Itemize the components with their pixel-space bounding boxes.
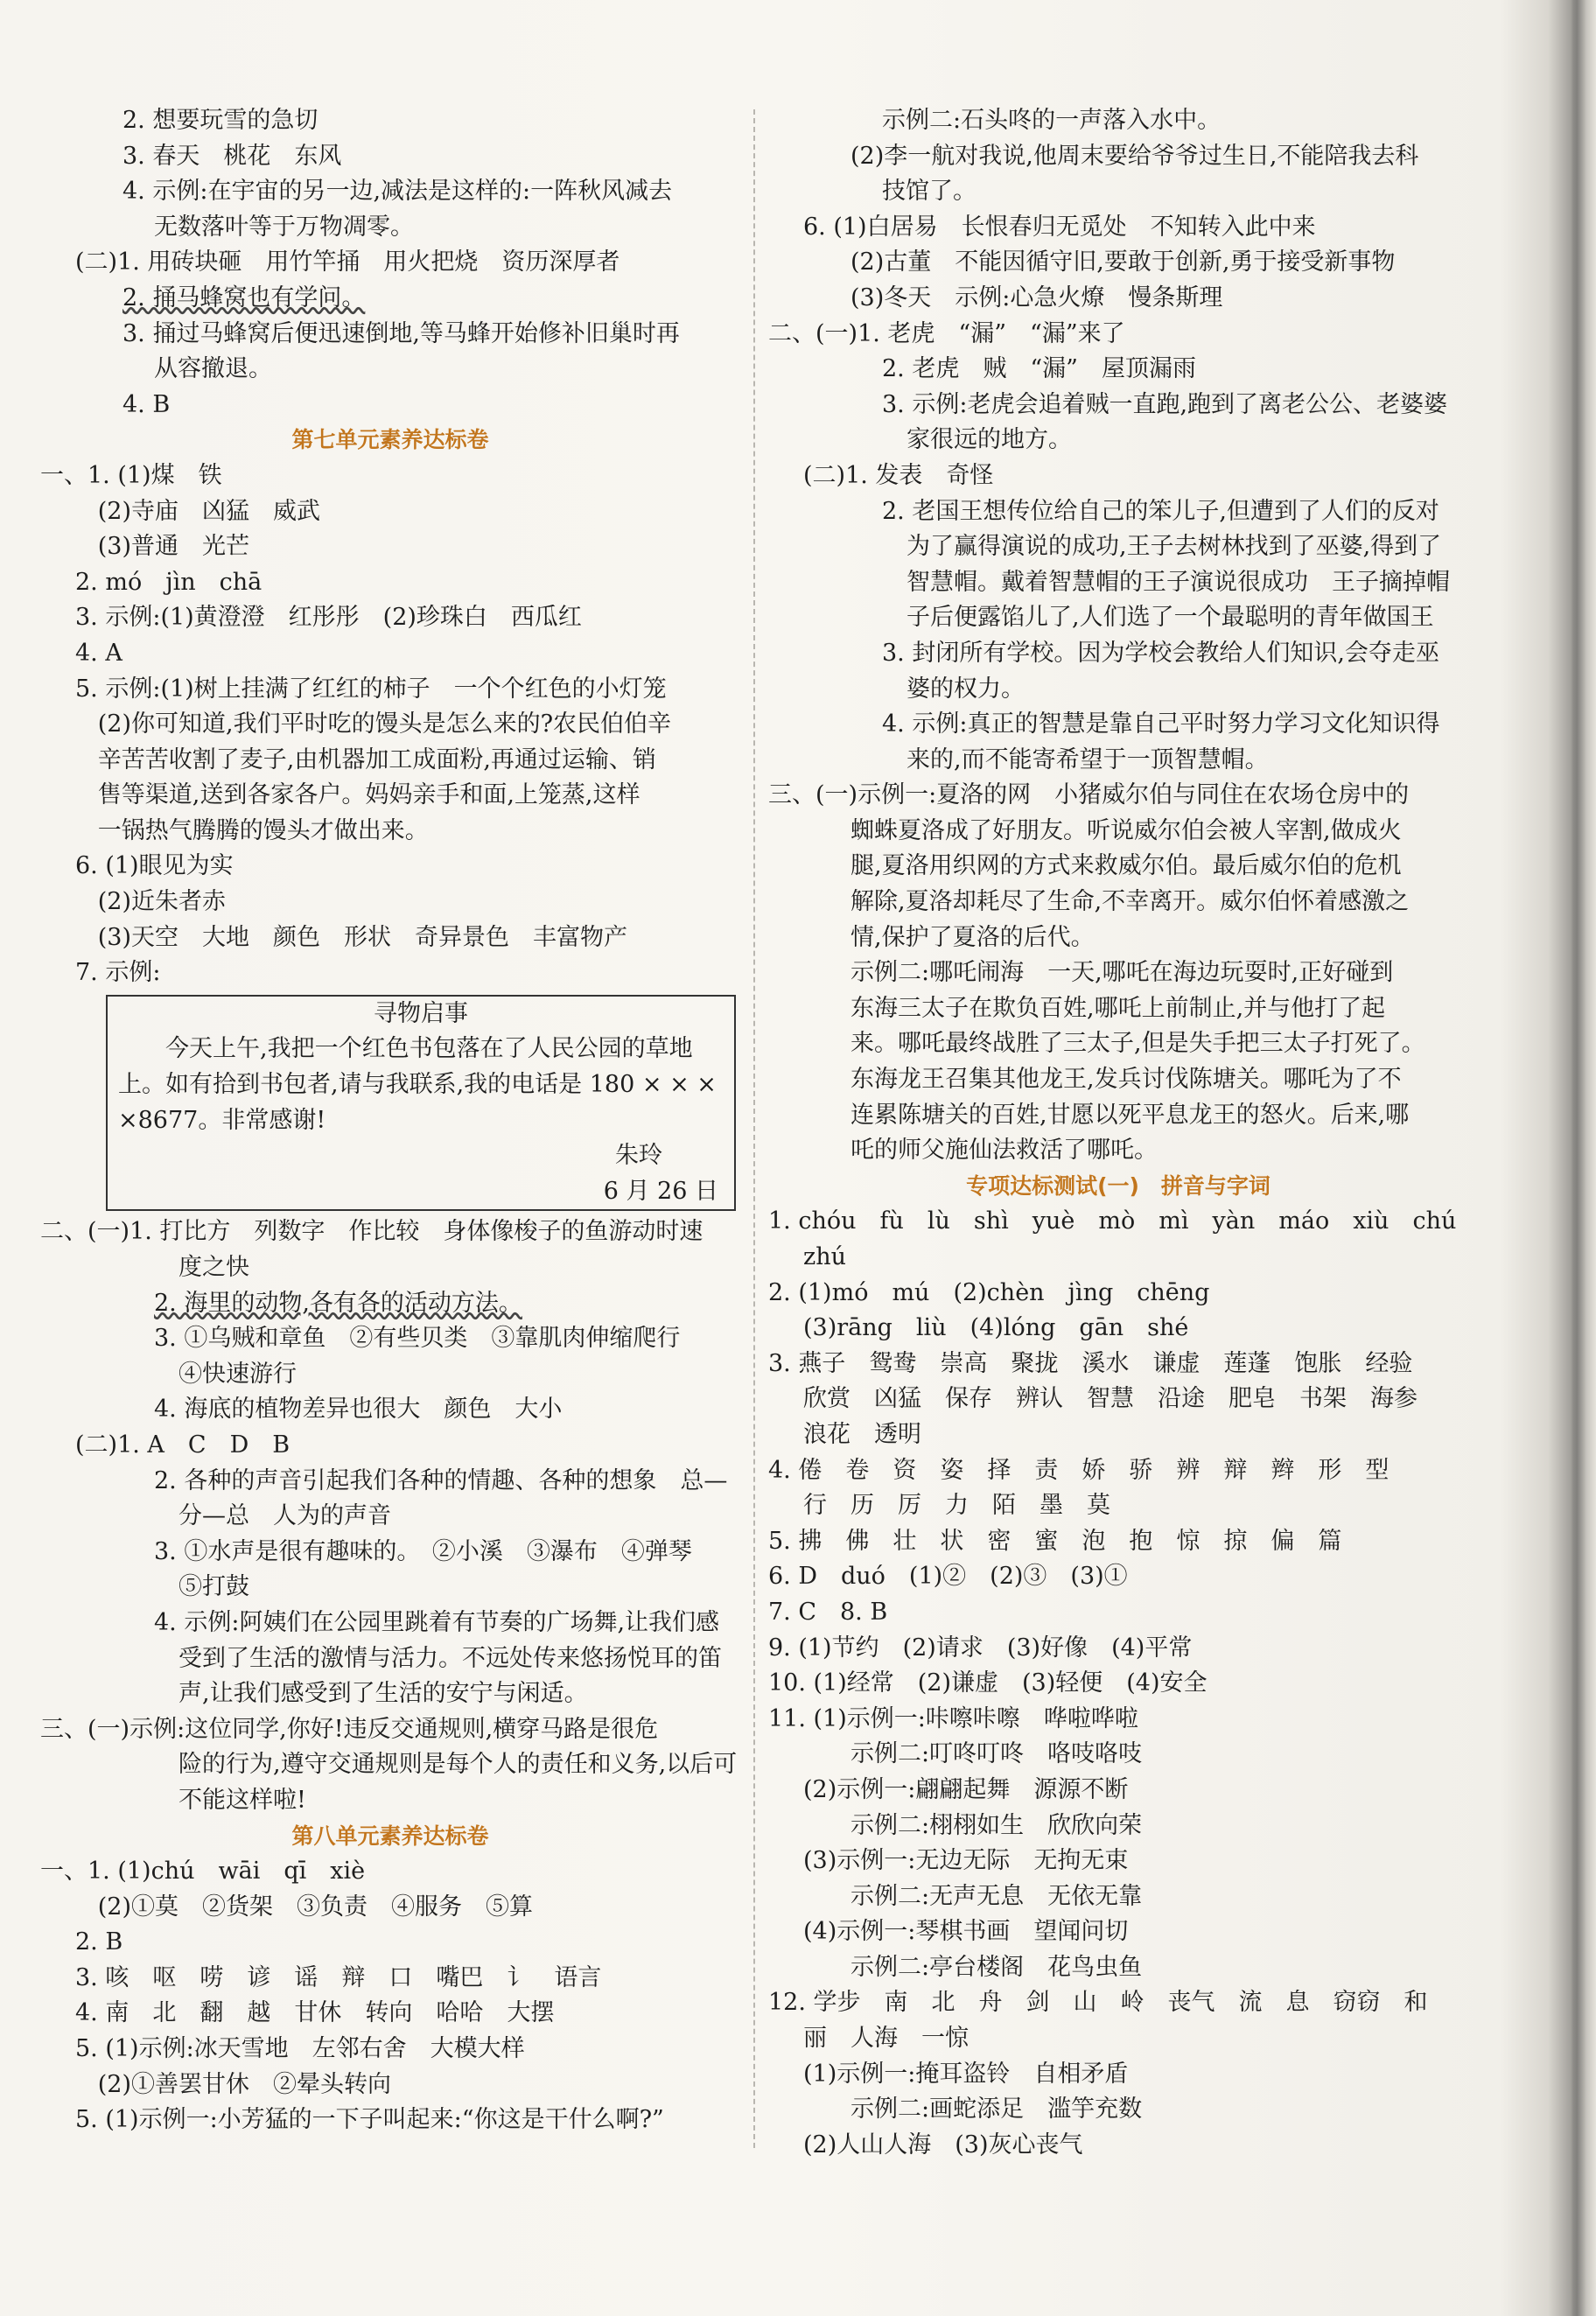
answer-line: 1. chóu fù lù shì yuè mò mì yàn máo xiù chú: [768, 1207, 1457, 1235]
column-divider: [753, 109, 755, 2148]
answer-line: (1)示例一:掩耳盗铃 自相矛盾: [803, 2060, 1129, 2088]
answer-line: 情,保护了夏洛的后代。: [850, 923, 1095, 951]
notice-title: 寻物启事: [374, 999, 468, 1027]
answer-line: 3. 捅过马蜂窝后便迅速倒地,等马蜂开始修补旧巢时再: [122, 319, 680, 347]
answer-line: 腿,夏洛用织网的方式来救威尔伯。最后威尔伯的危机: [850, 852, 1402, 880]
answer-line: 4. 倦 卷 资 姿 择 责 娇 骄 辨 辩 辫 形 型: [768, 1456, 1390, 1484]
answer-line: (2)示例一:翩翩起舞 源源不断: [803, 1775, 1129, 1803]
answer-line: (2)人山人海 (3)灰心丧气: [803, 2131, 1083, 2159]
answer-line: 3. 示例:(1)黄澄澄 红彤彤 (2)珍珠白 西瓜红: [75, 604, 582, 632]
answer-line: (2)①莫 ②货架 ③负责 ④服务 ⑤算: [75, 1893, 533, 1921]
answer-line: 2. 老国王想传位给自己的笨儿子,但遭到了人们的反对: [882, 497, 1439, 525]
answer-line: 技馆了。: [882, 178, 976, 206]
answer-line: 12. 学步 南 北 舟 剑 山 岭 丧气 流 息 窃窃 和: [768, 1989, 1428, 2017]
section7-answers-continued: [40, 1214, 740, 1818]
answer-line: 4. 示例:在宇宙的另一边,减法是这样的:一阵秋风减去: [122, 178, 673, 206]
answer-line: (2)李一航对我说,他周末要给爷爷过生日,不能陪我去科: [850, 142, 1419, 170]
answer-line: 2. 捅马蜂窝也有学问。: [122, 283, 366, 311]
answer-line: 从容撤退。: [154, 355, 272, 383]
answer-line: 2. (1)mó mú (2)chèn jìng chēng: [768, 1278, 1210, 1306]
answer-line: 5. 拂 佛 壮 状 密 蜜 泡 抱 惊 掠 偏 篇: [768, 1527, 1342, 1555]
answer-line: 6. (1)眼见为实: [75, 852, 234, 880]
answer-line: 解除,夏洛却耗尽了生命,不幸离开。威尔伯怀着感激之: [850, 888, 1410, 916]
answer-line: 9. (1)节约 (2)请求 (3)好像 (4)平常: [768, 1634, 1193, 1662]
answer-line: 2. 老虎 贼 “漏” 屋顶漏雨: [882, 355, 1196, 383]
answer-line: 来的,而不能寄希望于一顶智慧帽。: [906, 745, 1269, 773]
answer-line: (2)你可知道,我们平时吃的馒头是怎么来的?农民伯伯辛: [75, 710, 672, 738]
answer-line: 示例二:叮咚叮咚 咯吱咯吱: [850, 1740, 1143, 1768]
answer-line: 度之快: [178, 1254, 249, 1281]
answer-line: 3. 春天 桃花 东风: [122, 142, 342, 170]
answer-line: 来。哪吒最终战胜了三太子,但是失手把三太子打死了。: [850, 1030, 1425, 1058]
answer-line: (3)普通 光芒: [75, 533, 249, 561]
answer-line: 辛苦苦收割了麦子,由机器加工成面粉,再通过运输、销: [75, 745, 656, 773]
answer-line: 浪花 透明: [803, 1420, 921, 1448]
answer-line: 一、1. (1)煤 铁: [40, 461, 222, 489]
answer-line: 2. 各种的声音引起我们各种的情趣、各种的想象 总—: [154, 1466, 728, 1494]
answer-line: 示例二:无声无息 无依无靠: [850, 1882, 1143, 1910]
answer-line: 4. 示例:阿姨们在公园里跳着有节奏的广场舞,让我们感: [154, 1608, 720, 1636]
answer-line: ⑤打鼓: [178, 1573, 249, 1601]
answer-line: (二)1. 发表 奇怪: [803, 461, 994, 489]
answer-line: 2. 想要玩雪的急切: [122, 107, 318, 134]
answer-line: 3. ①乌贼和章鱼 ②有些贝类 ③靠肌肉伸缩爬行: [154, 1325, 681, 1353]
answer-line: 2. 海里的动物,各有各的活动方法。: [154, 1289, 522, 1317]
answer-line: 家很远的地方。: [906, 426, 1072, 454]
section8-answers: [40, 1854, 740, 2138]
answer-line: 5. 示例:(1)树上挂满了红红的柿子 一个个红色的小灯笼: [75, 675, 667, 703]
answer-line: (3)rāng liù (4)lóng gān shé: [803, 1314, 1189, 1342]
answer-line: 分—总 人为的声音: [178, 1502, 391, 1530]
answer-line: 连累陈塘关的百姓,甘愿以死平息龙王的怒火。后来,哪: [850, 1101, 1410, 1129]
answer-line: 受到了生活的激情与活力。不远处传来悠扬悦耳的笛: [178, 1644, 722, 1672]
section7-answers: [40, 458, 740, 991]
answer-line: 一锅热气腾腾的馒头才做出来。: [75, 816, 429, 844]
answer-line: 3. 咳 呕 唠 谚 谣 辩 口 嘴巴 讠 语言: [75, 1963, 602, 1991]
answer-line: 东海龙王召集其他龙王,发兵讨伐陈塘关。哪吒为了不: [850, 1066, 1402, 1094]
page-edge-shadow: [1571, 0, 1586, 2316]
special-test-title: 专项达标测试(一) 拼音与字词: [966, 1172, 1270, 1199]
answer-line: 售等渠道,送到各家各户。妈妈亲手和面,上笼蒸,这样: [75, 781, 640, 809]
answer-line: 5. (1)示例一:小芳猛的一下子叫起来:“你这是干什么啊?”: [75, 2106, 664, 2134]
answer-line: 智慧帽。戴着智慧帽的王子演说很成功 王子摘掉帽: [906, 568, 1450, 596]
answer-line: (3)冬天 示例:心急火燎 慢条斯理: [850, 283, 1223, 311]
answer-line: 险的行为,遵守交通规则是每个人的责任和义务,以后可: [178, 1751, 738, 1779]
answer-line: 7. C 8. B: [768, 1598, 888, 1626]
answer-line: 11. (1)示例一:咔嚓咔嚓 哗啦哗啦: [768, 1704, 1138, 1732]
right-top-answers: [768, 103, 1468, 1169]
answer-line: 不能这样啦!: [178, 1786, 306, 1814]
answer-line: (二)1. 用砖块砸 用竹竿捅 用火把烧 资历深厚者: [75, 248, 620, 276]
answer-line: 婆的权力。: [906, 675, 1025, 703]
answer-line: 东海三太子在欺负百姓,哪吒上前制止,并与他打了起: [850, 994, 1386, 1022]
answer-line: 示例二:石头咚的一声落入水中。: [882, 107, 1222, 134]
answer-line: (2)寺庙 凶猛 威武: [75, 497, 320, 525]
answer-line: 声,让我们感受到了生活的安宁与闲适。: [178, 1680, 588, 1708]
answer-line: 6. D duó (1)② (2)③ (3)①: [768, 1563, 1128, 1591]
answer-line: (3)天空 大地 颜色 形状 奇异景色 丰富物产: [75, 923, 627, 951]
answer-line: 三、(一)示例:这位同学,你好!违反交通规则,横穿马路是很危: [40, 1715, 659, 1743]
answer-line: 二、(一)1. 老虎 “漏” “漏”来了: [768, 319, 1125, 347]
answer-line: 4. B: [122, 390, 171, 418]
answer-line: (4)示例一:琴棋书画 望闻问切: [803, 1918, 1129, 1946]
answer-line: ④快速游行: [178, 1360, 297, 1388]
answer-line: 2. mó jìn chā: [75, 568, 262, 596]
left-column: [40, 103, 740, 2138]
section8-title: 第八单元素养达标卷: [291, 1823, 489, 1849]
notice-body-line: 上。如有拾到书包者,请与我联系,我的电话是 180 × × ×: [118, 1071, 717, 1099]
answer-line: (2)①善罢甘休 ②晕头转向: [75, 2070, 391, 2098]
answer-line: 欣赏 凶猛 保存 辨认 智慧 沿途 肥皂 书架 海参: [803, 1385, 1418, 1413]
answer-line: 示例二:亭台楼阁 花鸟虫鱼: [850, 1953, 1143, 1981]
answer-line: (2)古董 不能因循守旧,要敢于创新,勇于接受新事物: [850, 248, 1396, 276]
left-top-answers: [40, 103, 740, 423]
answer-line: (二)1. A C D B: [75, 1431, 290, 1459]
notice-signer: 朱玲: [615, 1142, 662, 1170]
answer-line: 示例二:哪吒闹海 一天,哪吒在海边玩耍时,正好碰到: [850, 959, 1394, 987]
notice-body-line: ×8677。非常感谢!: [118, 1106, 326, 1134]
notice-body-line: 今天上午,我把一个红色书包落在了人民公园的草地: [118, 1035, 693, 1063]
answer-line: (3)示例一:无边无际 无拘无束: [803, 1847, 1129, 1875]
right-column: [768, 103, 1468, 2163]
answer-line: 三、(一)示例一:夏洛的网 小猪威尔伯与同住在农场仓房中的: [768, 781, 1410, 809]
answer-line: 3. 封闭所有学校。因为学校会教给人们知识,会夺走巫: [882, 639, 1439, 667]
answer-line: 3. 燕子 鸳鸯 崇高 聚拢 溪水 谦虚 莲蓬 饱胀 经验: [768, 1349, 1413, 1377]
special-test-answers: [768, 1204, 1468, 2163]
answer-line: 示例二:栩栩如生 欣欣向荣: [850, 1811, 1143, 1839]
answer-line: 一、1. (1)chú wāi qī xiè: [40, 1858, 366, 1886]
answer-line: 4. 示例:真正的智慧是靠自己平时努力学习文化知识得: [882, 710, 1440, 738]
answer-line: 4. 南 北 翻 越 甘休 转向 哈哈 大摆: [75, 1999, 555, 2027]
answer-line: 7. 示例:: [75, 959, 161, 987]
answer-line: 2. B: [75, 1928, 123, 1956]
answer-line: 6. (1)白居易 长恨春归无觅处 不知转入此中来: [803, 213, 1316, 241]
answer-line: (2)近朱者赤: [75, 888, 226, 916]
answer-line: 吒的师父施仙法救活了哪吒。: [850, 1137, 1158, 1165]
answer-line: 3. ①水声是很有趣味的。 ②小溪 ③瀑布 ④弹琴: [154, 1537, 692, 1565]
answer-line: zhú: [803, 1243, 847, 1270]
answer-line: 示例二:画蛇添足 滥竽充数: [850, 2096, 1143, 2124]
answer-line: 4. A: [75, 639, 122, 667]
answer-line: 蜘蛛夏洛成了好朋友。听说威尔伯会被人宰割,做成火: [850, 816, 1402, 844]
answer-line: 为了赢得演说的成功,王子去树林找到了巫婆,得到了: [906, 533, 1442, 561]
answer-line: 3. 示例:老虎会追着贼一直跑,跑到了离老公公、老婆婆: [882, 390, 1448, 418]
notice-date: 6 月 26 日: [603, 1177, 718, 1205]
answer-line: 丽 人海 一惊: [803, 2025, 969, 2053]
answer-line: 10. (1)经常 (2)谦虚 (3)轻便 (4)安全: [768, 1669, 1208, 1697]
lost-item-notice: [106, 995, 736, 1212]
answer-line: 子后便露馅儿了,人们选了一个最聪明的青年做国王: [906, 604, 1434, 632]
section7-title: 第七单元素养达标卷: [291, 427, 489, 453]
answer-line: 无数落叶等于万物凋零。: [154, 213, 414, 241]
answer-line: 二、(一)1. 打比方 列数字 作比较 身体像梭子的鱼游动时速: [40, 1218, 704, 1246]
answer-line: 行 历 厉 力 陌 墨 莫: [803, 1492, 1110, 1520]
answer-line: 4. 海底的植物差异也很大 颜色 大小: [154, 1396, 563, 1424]
answer-line: 5. (1)示例:冰天雪地 左邻右舍 大模大样: [75, 2035, 525, 2063]
